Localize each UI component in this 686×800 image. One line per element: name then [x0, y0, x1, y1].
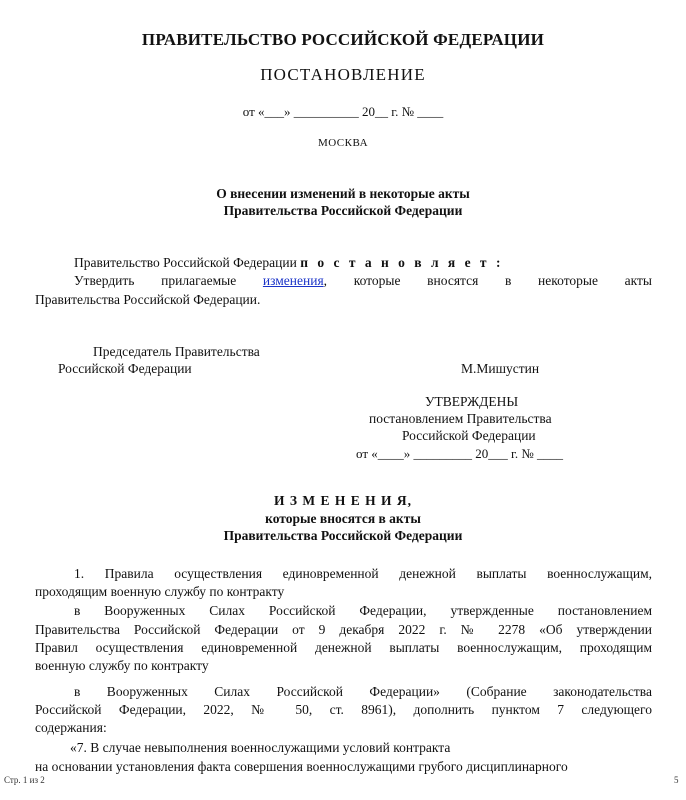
decree-resolves: п о с т а н о в л я е т :	[300, 255, 504, 270]
changes-subtitle-2: Правительства Российской Федерации	[223, 528, 463, 543]
signature-name: М.Мишустин	[461, 361, 540, 376]
approval-line-1: УТВЕРЖДЕНЫ	[425, 394, 519, 409]
body-line: Правил осуществления единовременной денежной выплаты военнослужащим, проходящим	[35, 640, 652, 655]
body-line: содержания:	[35, 720, 107, 735]
body-line: на основании установления факта совершения военнослужащими грубого дисциплинарного	[35, 759, 568, 774]
body-line: проходящим военную службу по контракту	[35, 584, 285, 599]
approval-line-2: постановлением Правительства	[369, 411, 552, 426]
approval-line-3: Российской Федерации	[402, 428, 536, 443]
approve-text-after: , которые вносятся в некоторые акты	[323, 273, 652, 288]
body-line: «7. В случае невыполнения военнослужащими условий контракта	[70, 740, 451, 755]
decree-intro-text: Правительство Российской Федерации	[74, 255, 297, 270]
decree-intro	[74, 255, 503, 271]
page-counter: Стр. 1 из 2	[4, 775, 45, 785]
changes-title: И З М Е Н Е Н И Я,	[273, 493, 412, 508]
document-type: ПОСТАНОВЛЕНИЕ	[260, 65, 426, 84]
government-title: ПРАВИТЕЛЬСТВО РОССИЙСКОЙ ФЕДЕРАЦИИ	[141, 30, 545, 49]
body-line: Правительства Российской Федерации от 9 декабря 2022 г. № 2278 «Об утверждении	[35, 622, 652, 637]
body-line: в Вооруженных Силах Российской Федерации, утвержденные постановлением	[74, 603, 652, 618]
body-line: военную службу по контракту	[35, 658, 209, 673]
body-line: в Вооруженных Силах Российской Федерации» (Собрание законодательства	[74, 684, 652, 699]
approve-line-1	[74, 273, 652, 289]
approve-line-2: Правительства Российской Федерации.	[35, 292, 261, 307]
approval-line-4: от «____» _________ 20___ г. № ____	[356, 446, 564, 461]
changes-subtitle-1: которые вносятся в акты	[265, 511, 421, 526]
subject-line-1: О внесении изменений в некоторые акты	[216, 186, 470, 201]
body-line: 1. Правила осуществления единовременной денежной выплаты военнослужащим,	[74, 566, 652, 581]
subject-line-2: Правительства Российской Федерации	[223, 203, 463, 218]
body-line: Российской Федерации, 2022, № 50, ст. 8961), дополнить пунктом 7 следующего	[35, 702, 652, 717]
signature-role-line-1: Председатель Правительства	[93, 344, 260, 359]
decree-date-line: от «___» __________ 20__ г. № ____	[242, 104, 444, 119]
signature-role-line-2: Российской Федерации	[58, 361, 192, 376]
city-label: МОСКВА	[317, 137, 369, 149]
changes-link[interactable]: изменения	[262, 273, 324, 288]
page-number-right: 5	[674, 775, 679, 785]
approve-text-before: Утвердить прилагаемые	[74, 273, 237, 288]
